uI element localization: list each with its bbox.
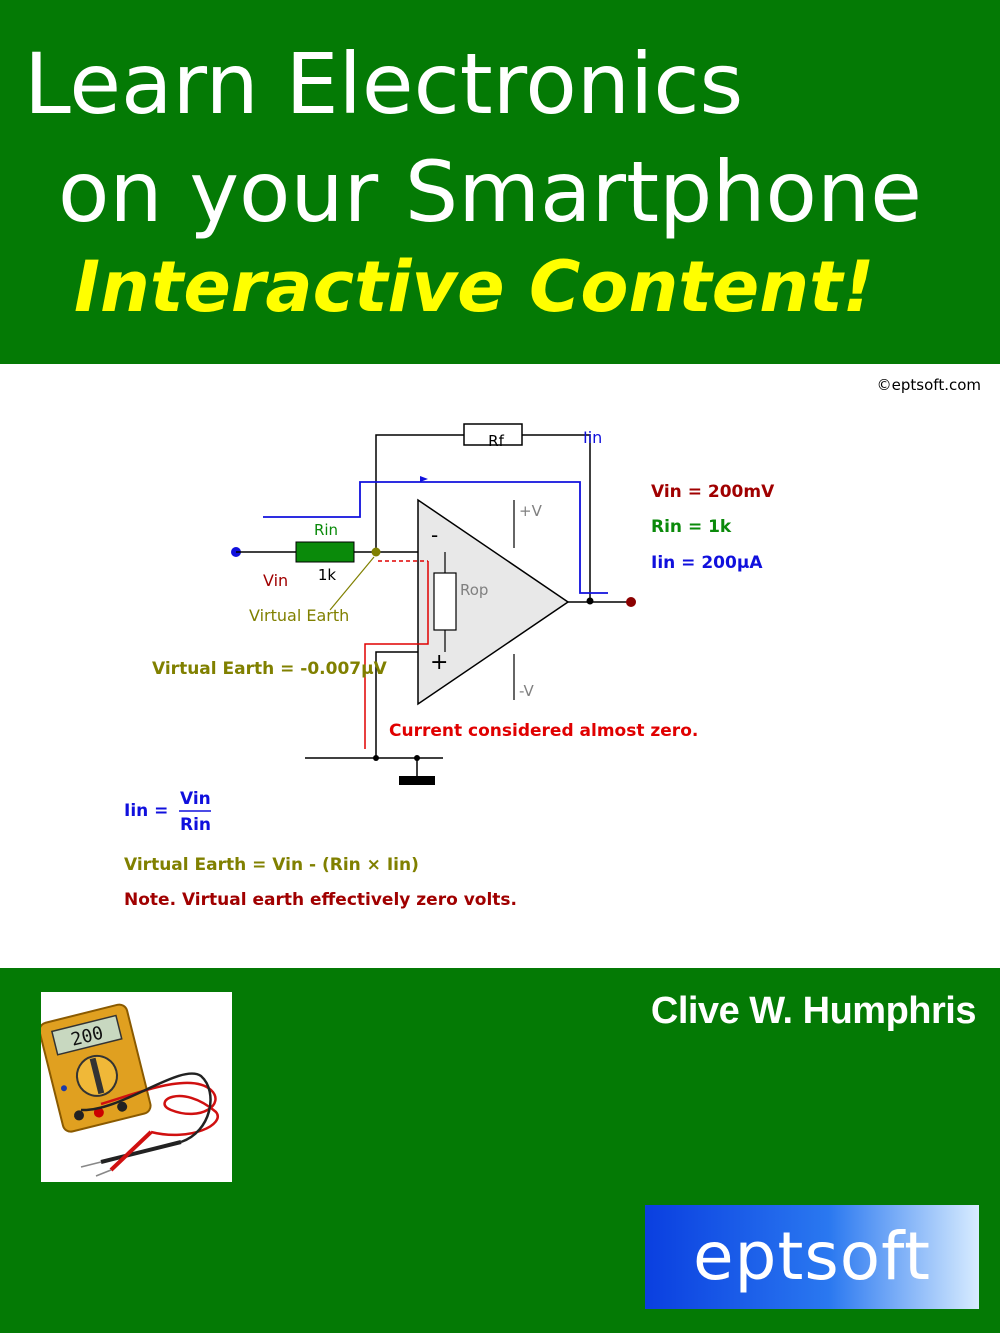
rin-label: Rin [313,521,339,539]
vin-label: Vin [263,571,289,590]
logo-text: eptsoft [692,1218,932,1295]
virtual-earth-pointer [330,557,374,610]
virtual-earth-label: Virtual Earth [249,606,350,625]
rf-label: Rf [488,432,504,450]
output-terminal [626,597,636,607]
inverting-input-sign: - [431,523,439,547]
multimeter-icon [41,992,232,1182]
ground-node-1 [373,755,379,761]
copyright-text: ©eptsoft.com [876,376,981,394]
formula-numerator: Vin [180,789,211,809]
title-banner [0,0,1000,364]
eptsoft-logo [645,1205,979,1309]
output-node [587,598,594,605]
rin-value: 1k [317,566,337,584]
note-text: Note. Virtual earth effectively zero volts. [124,890,517,910]
rop-label: Rop [460,581,489,599]
iin-readout: Iin = 200µA [651,553,763,573]
subtitle: Interactive Content! [74,246,875,328]
author-name: Clive W. Humphris [650,990,976,1032]
formula-denominator: Rin [180,815,212,835]
ground-symbol-icon [399,776,435,785]
non-inverting-input-sign: + [430,650,449,675]
formula-lhs: Iin = [124,801,169,821]
title-line-1: Learn Electronics [24,35,744,133]
iin-label: Iin [583,428,603,447]
plus-v-label: +V [519,502,542,520]
rin-resistor [296,542,354,562]
current-note: Current considered almost zero. [389,721,699,741]
rop-resistor [434,573,456,630]
op-amp-circuit-diagram [0,364,1000,968]
meter-display-readout: 200 [68,1022,106,1051]
minus-v-label: -V [519,682,534,700]
virtual-earth-readout: Virtual Earth = -0.007µV [152,659,387,679]
title-line-2: on your Smartphone [58,143,922,241]
virtual-earth-node [372,548,381,557]
virtual-earth-formula: Virtual Earth = Vin - (Rin × Iin) [124,855,419,875]
rin-readout: Rin = 1k [651,517,732,537]
vin-readout: Vin = 200mV [651,482,775,502]
multimeter-photo [41,992,232,1182]
